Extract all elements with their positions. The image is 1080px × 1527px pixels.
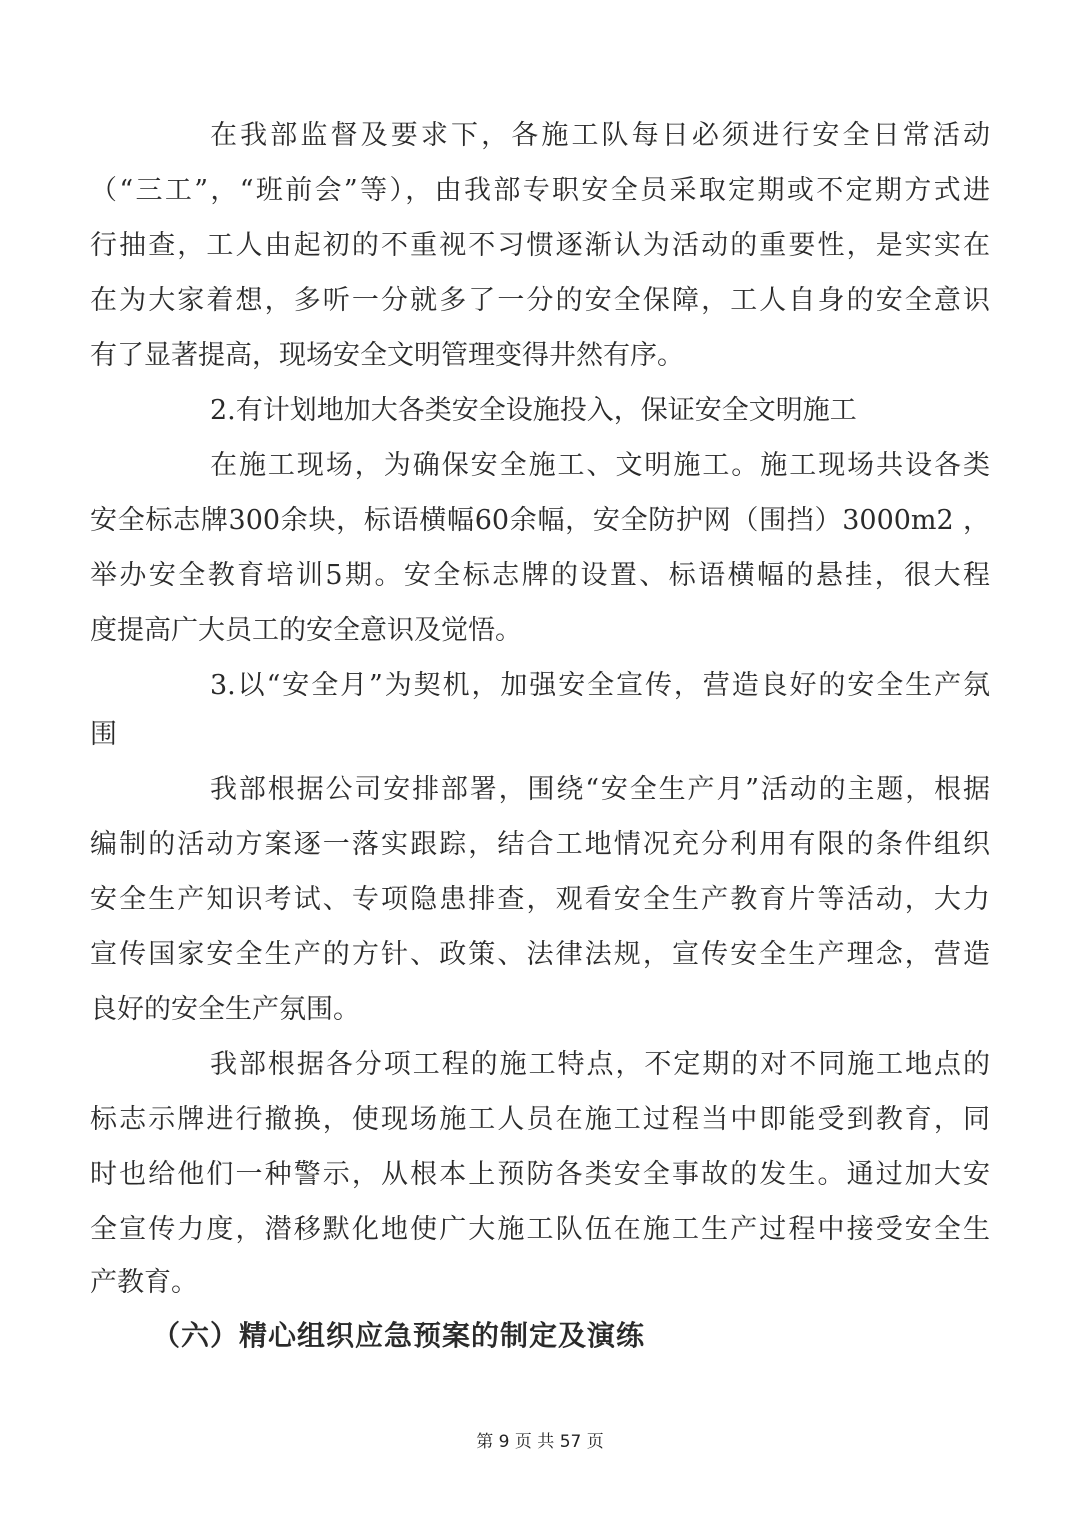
paragraph-line: 我部根据各分项工程的施工特点，不定期的对不同施工地点的 — [210, 1049, 990, 1080]
paragraph-line: 在我部监督及要求下，各施工队每日必须进行安全日常活动 — [210, 120, 990, 151]
paragraph-line: 在为大家着想，多听一分就多了一分的安全保障，工人自身的安全意识 — [90, 285, 990, 316]
paragraph-line: （“三工”，“班前会”等），由我部专职安全员采取定期或不定期方式进 — [90, 175, 990, 206]
paragraph-line: 宣传国家安全生产的方针、政策、法律法规，宣传安全生产理念，营造 — [90, 939, 990, 970]
paragraph-line: 举办安全教育培训5期。安全标志牌的设置、标语横幅的悬挂，很大程 — [90, 560, 990, 591]
paragraph-line: 产教育。 — [90, 1267, 198, 1298]
section-heading: （六）精心组织应急预案的制定及演练 — [152, 1319, 646, 1352]
paragraph-line: 我部根据公司安排部署，围绕“安全生产月”活动的主题，根据 — [210, 774, 990, 805]
paragraph-line: 全宣传力度，潜移默化地使广大施工队伍在施工生产过程中接受安全生 — [90, 1214, 990, 1245]
paragraph-line: 时也给他们一种警示，从根本上预防各类安全事故的发生。通过加大安 — [90, 1159, 990, 1190]
list-item-heading: 2.有计划地加大各类安全设施投入，保证安全文明施工 — [210, 395, 857, 426]
paragraph-line: 有了显著提高，现场安全文明管理变得井然有序。 — [90, 340, 684, 371]
paragraph-line: 在施工现场，为确保安全施工、文明施工。施工现场共设各类 — [210, 450, 990, 481]
page-number-footer: 第 9 页 共 57 页 — [476, 1432, 604, 1452]
paragraph-line: 度提高广大员工的安全意识及觉悟。 — [90, 615, 522, 646]
paragraph-line: 标志示牌进行撤换，使现场施工人员在施工过程当中即能受到教育，同 — [90, 1104, 990, 1135]
paragraph-line: 行抽查，工人由起初的不重视不习惯逐渐认为活动的重要性，是实实在 — [90, 230, 990, 261]
paragraph-line: 安全标志牌300余块，标语横幅60余幅，安全防护网（围挡）3000m2 ， — [90, 505, 990, 536]
paragraph-line: 良好的安全生产氛围。 — [90, 994, 360, 1025]
paragraph-line: 编制的活动方案逐一落实跟踪，结合工地情况充分利用有限的条件组织 — [90, 829, 990, 860]
paragraph-line: 安全生产知识考试、专项隐患排查，观看安全生产教育片等活动，大力 — [90, 884, 990, 915]
list-item-heading: 3.以“安全月”为契机，加强安全宣传，营造良好的安全生产氛 — [210, 670, 990, 701]
list-item-heading: 围 — [90, 719, 117, 750]
